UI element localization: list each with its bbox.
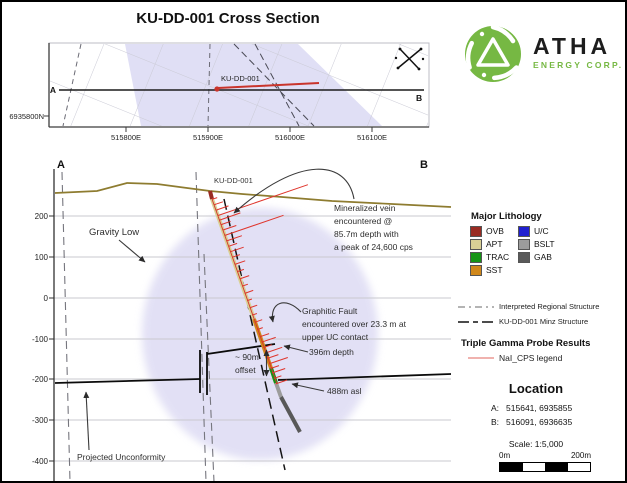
elev-tick: -300 [31,416,48,425]
lithology-legend-item [518,251,572,263]
elev-tick: 0 [43,294,48,303]
nai-cps-line-icon [468,355,494,361]
section-label-b: B [420,159,428,171]
lithology-code: OVB [486,226,504,236]
mineralized-vein-note: encountered @ [334,216,393,226]
location-b-value: 516091, 6936635 [506,417,573,427]
projected-unconformity-arrow [86,392,89,450]
elevation-axis-ticks [49,216,54,461]
lithology-legend-item [470,251,518,263]
scalebar-segment [545,463,568,471]
location-title: Location [508,381,564,396]
scale-text: Scale: 1:5,000 [508,439,564,449]
lithology-swatch [470,239,482,250]
structure-legend-minz [458,317,588,326]
cross-section [32,159,451,483]
map-easting-tick: 515800E [110,133,142,142]
lithology-swatch [518,226,530,237]
graphitic-fault-note: upper UC contact [302,332,369,342]
scalebar-labels [499,451,591,460]
graphitic-fault-note: encountered over 23.3 m at [302,319,406,329]
lithology-legend-item [470,264,518,276]
map-inset [9,43,429,142]
map-easting-tick: 516100E [356,133,388,142]
scalebar-segment [523,463,546,471]
logo-subtitle: ENERGY CORP. [533,60,624,70]
lithology-code: APT [486,239,503,249]
logo-name: ATHA [533,33,612,59]
location-a-value: 515641, 6935855 [506,403,573,413]
map-label-a: A [49,85,56,95]
minz-structure-dash-icon [458,319,494,325]
regional-structure-dash-icon [458,304,494,310]
asl-488-label: 488m asl [327,386,362,396]
structure-legend-label: Interpreted Regional Structure [499,302,600,311]
elev-tick: 100 [34,253,48,262]
lithology-swatch [470,265,482,276]
lithology-code: GAB [534,252,552,262]
lithology-legend-title: Major Lithology [471,211,542,222]
section-label-a: A [57,159,65,171]
lithology-swatch [470,226,482,237]
scalebar-segment [568,463,591,471]
lithology-legend-item [470,225,518,237]
lithology-code: U/C [534,226,549,236]
trace-ovb [210,191,212,199]
gamma-legend-title: Triple Gamma Probe Results [461,338,591,349]
location-row-a [491,403,572,413]
map-northing-tick: 6935800N [9,112,44,121]
gravity-low-arrow [119,240,145,262]
lithology-code: SST [486,265,503,275]
scalebar [499,462,591,472]
lithology-legend [470,225,572,276]
offset-label: offset [235,365,256,375]
lithology-legend-item [518,225,572,237]
gravity-low-label: Gravity Low [89,227,140,238]
lithology-swatch [518,239,530,250]
elev-tick: -100 [31,335,48,344]
elev-tick: -200 [31,375,48,384]
page-title: KU-DD-001 Cross Section [136,10,320,27]
scalebar-segment [500,463,523,471]
mineralized-vein-note: Mineralized vein [334,203,396,213]
lithology-code: TRAC [486,252,510,262]
scalebar-end: 200m [570,451,591,460]
lithology-swatch [470,252,482,263]
lithology-code: BSLT [534,239,555,249]
structure-legend-label: KU-DD-001 Minz Structure [499,317,589,326]
elev-tick: -400 [31,457,48,466]
elev-tick: 200 [34,212,48,221]
map-hole-label: KU-DD-001 [221,74,260,83]
lithology-swatch [518,252,530,263]
depth-396-label: 396m depth [309,347,354,357]
map-easting-tick: 516000E [274,133,306,142]
mineralized-vein-note: 85.7m depth with [334,229,399,239]
gamma-legend-item [468,353,562,363]
map-drillhole-collar [214,86,219,91]
gamma-legend-label: NaI_CPS legend [499,353,563,363]
location-b-label: B: [491,417,500,427]
offset-label: ~ 90m [235,352,259,362]
map-grid [50,44,428,126]
map-easting-tick: 515900E [192,133,224,142]
mineralized-vein-note: a peak of 24,600 cps [334,242,413,252]
scalebar-start: 0m [499,451,511,460]
structure-legend-regional [458,302,599,311]
projected-unconformity-label: Projected Unconformity [77,452,166,462]
location-a-label: A: [491,403,500,413]
graphitic-fault-note: Graphitic Fault [302,306,358,316]
map-label-b: B [416,93,423,103]
section-hole-label: KU-DD-001 [214,176,253,185]
lithology-legend-item [518,238,572,250]
lithology-legend-item [470,238,518,250]
location-row-b [491,417,572,427]
